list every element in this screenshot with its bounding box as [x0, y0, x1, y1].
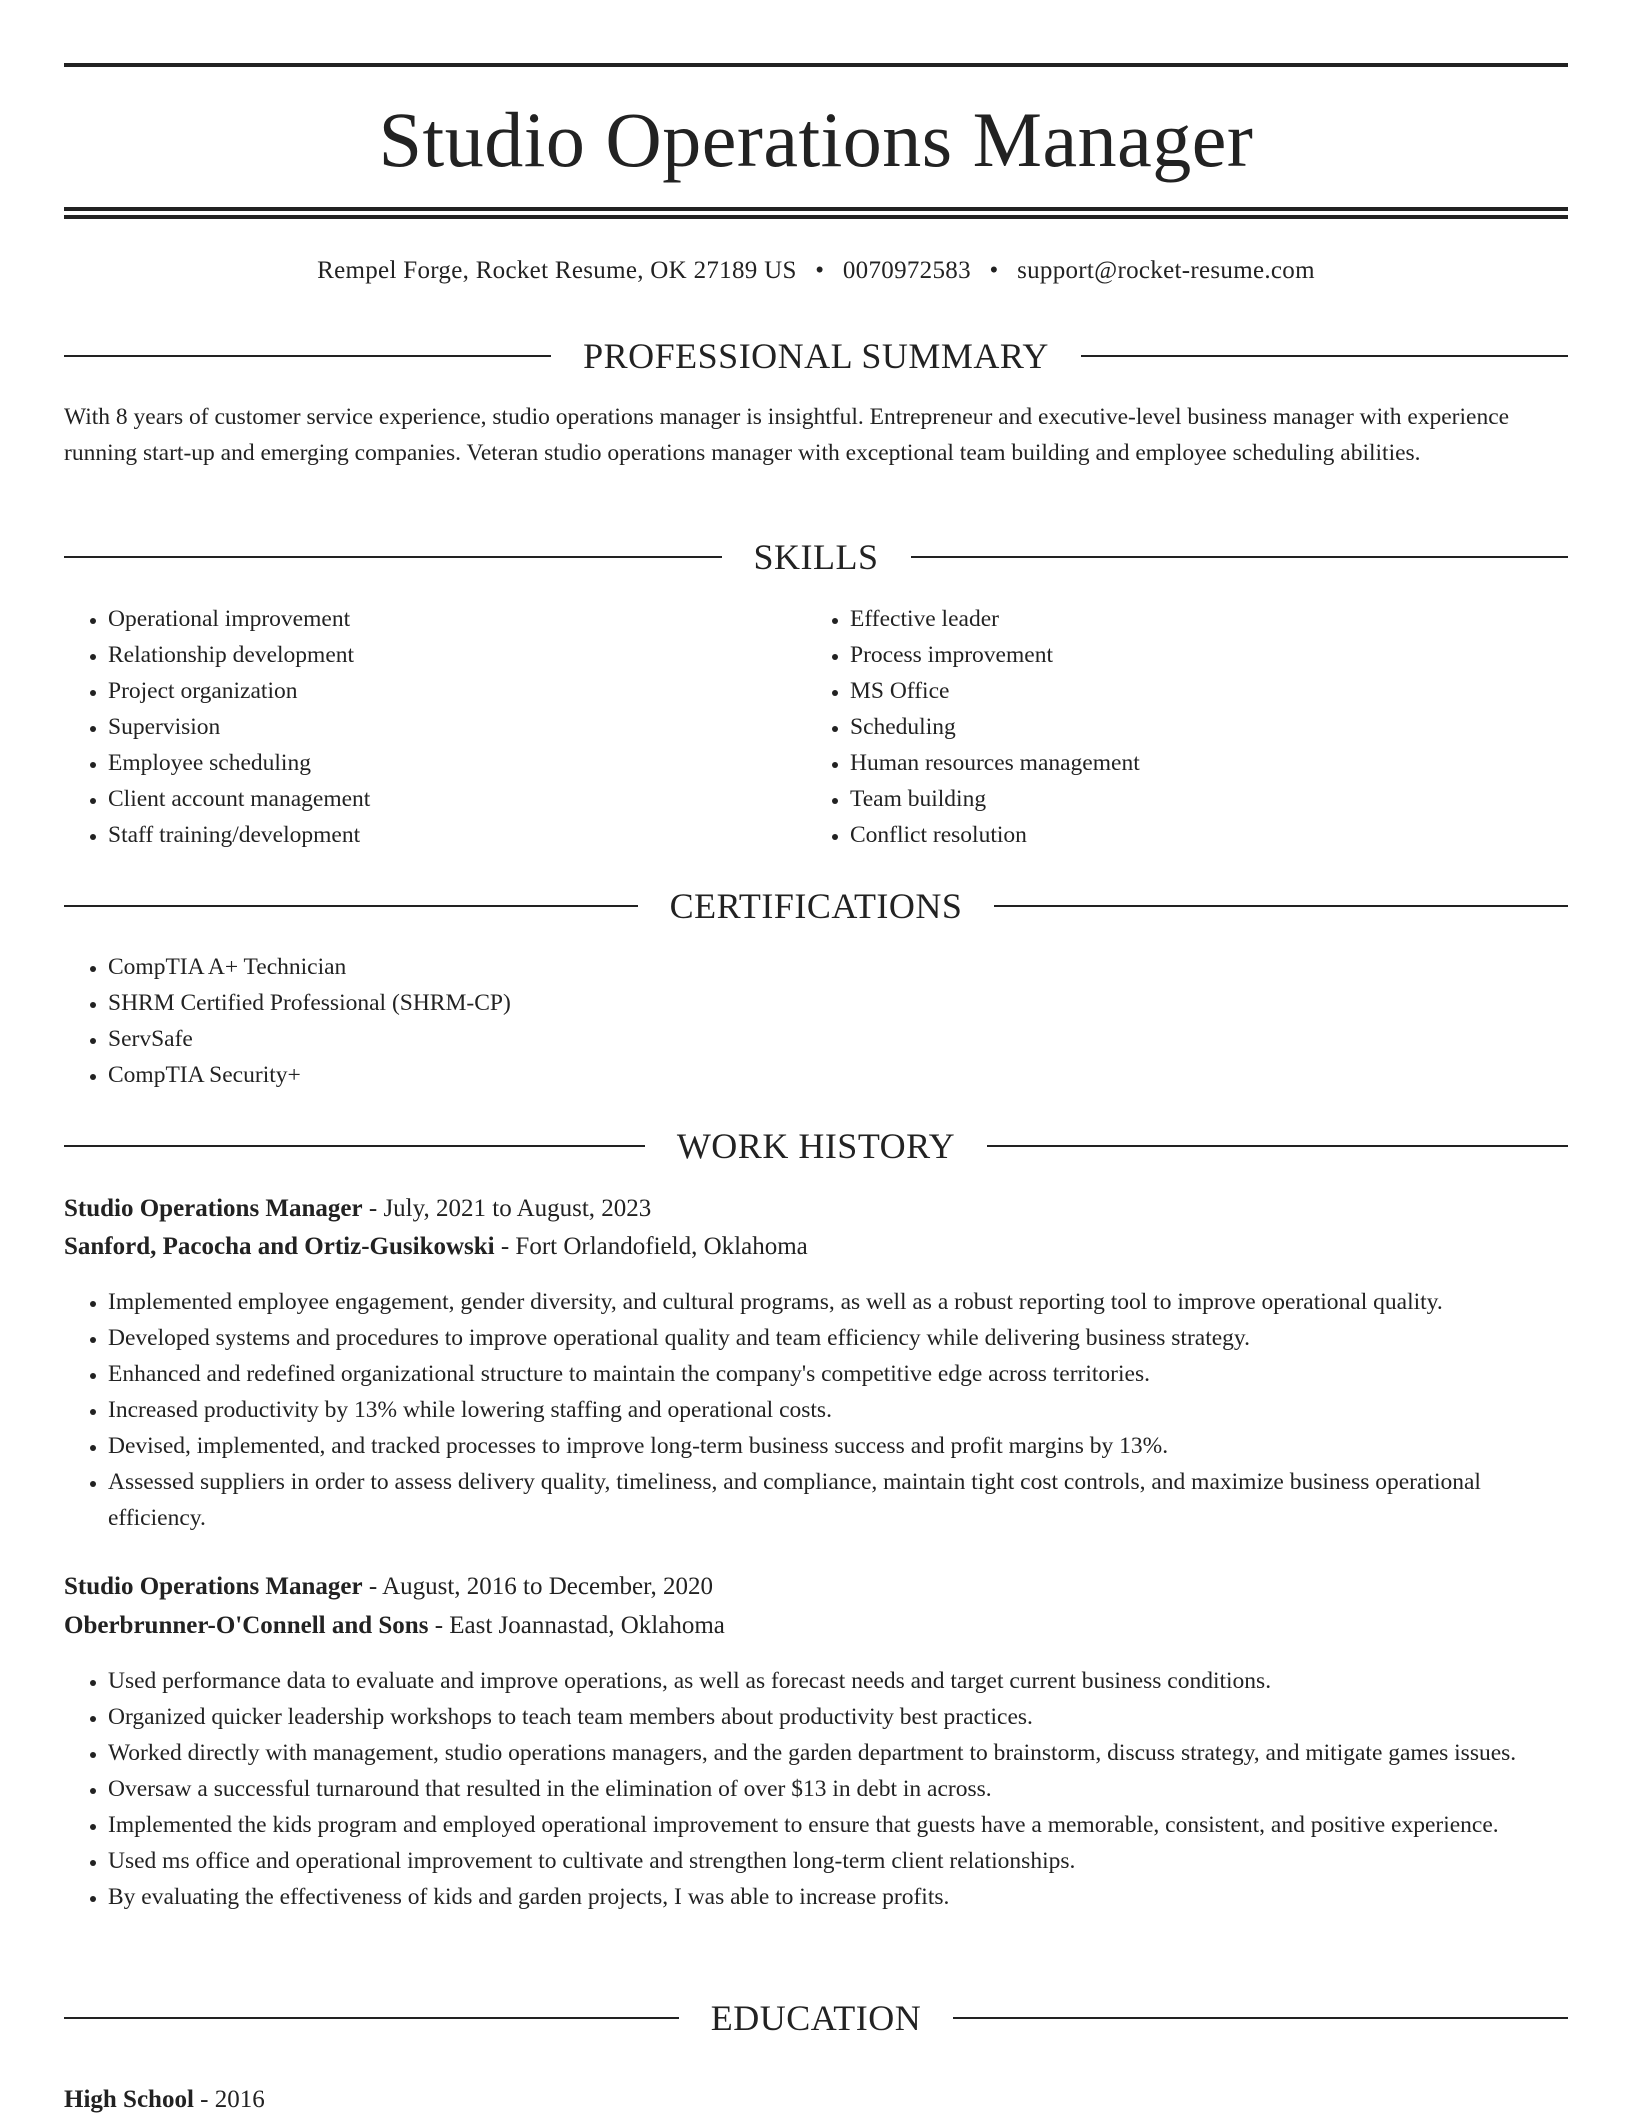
skill-item: • Team building	[850, 781, 1550, 817]
contact-email: support@rocket-resume.com	[1017, 257, 1315, 284]
job-bullet: • Enhanced and redefined organizational structure to maintain the company's competitive edge across territories.	[108, 1356, 1568, 1392]
summary-heading	[64, 334, 1568, 378]
skill-item: • Supervision	[108, 709, 808, 745]
divider-line	[64, 905, 638, 907]
skill-item: • Employee scheduling	[108, 745, 808, 781]
divider-line	[64, 1145, 645, 1147]
job-company-line	[64, 1229, 1568, 1265]
skills-list-right	[806, 601, 1550, 853]
job-title: Studio Operations Manager	[64, 1195, 363, 1222]
job-company-line	[64, 1608, 1568, 1644]
title-rule-lower	[64, 215, 1568, 219]
skill-item: • Relationship development	[108, 637, 808, 673]
job-location: - Fort Orlandofield, Oklahoma	[500, 1233, 808, 1260]
top-rule	[64, 63, 1568, 67]
skill-item: • Staff training/development	[108, 817, 808, 853]
skill-item: • Client account management	[108, 781, 808, 817]
job-title: Studio Operations Manager	[64, 1573, 363, 1600]
job-dates: - August, 2016 to December, 2020	[368, 1573, 713, 1600]
job-bullet: • Implemented the kids program and employed operational improvement to ensure that guests have a memorable, consistent, and positive experience.	[108, 1807, 1568, 1843]
job-bullet: • Increased productivity by 13% while lowering staffing and operational costs.	[108, 1392, 1568, 1428]
contact-separator: •	[989, 257, 999, 284]
job-company: Sanford, Pacocha and Ortiz-Gusikowski	[64, 1233, 495, 1260]
job-bullet: • Assessed suppliers in order to assess delivery quality, timeliness, and compliance, maintain tight cost controls, and maximize business operational efficiency.	[108, 1464, 1568, 1536]
divider-line	[64, 355, 551, 357]
contact-line	[64, 253, 1568, 289]
job-location: - East Joannastad, Oklahoma	[434, 1612, 725, 1639]
section-title: SKILLS	[753, 537, 879, 577]
job-bullet: • Used performance data to evaluate and improve operations, as well as forecast needs and target current business conditions.	[108, 1663, 1568, 1699]
skill-item: • Human resources management	[850, 745, 1550, 781]
job-bullet: • Oversaw a successful turnaround that resulted in the elimination of over $13 in debt in across.	[108, 1771, 1568, 1807]
divider-line	[64, 2017, 679, 2019]
job-bullet: • Used ms office and operational improvement to cultivate and strengthen long-term client relationships.	[108, 1843, 1568, 1879]
work-history-heading	[64, 1124, 1568, 1168]
page-title: Studio Operations Manager	[378, 96, 1254, 183]
education-degree: High School	[64, 2086, 194, 2113]
section-title: CERTIFICATIONS	[669, 886, 963, 926]
certifications-list	[64, 949, 1568, 1093]
job-company: Oberbrunner-O'Connell and Sons	[64, 1612, 429, 1639]
skill-item: • Scheduling	[850, 709, 1550, 745]
job-title-line	[64, 1191, 1568, 1227]
skill-item: • Process improvement	[850, 637, 1550, 673]
skill-item: • Conflict resolution	[850, 817, 1550, 853]
divider-line	[911, 556, 1569, 558]
contact-phone: 0070972583	[842, 257, 971, 284]
contact-address: Rempel Forge, Rocket Resume, OK 27189 US	[317, 257, 797, 284]
certification-item: • SHRM Certified Professional (SHRM-CP)	[108, 985, 1568, 1021]
job-bullet: • Organized quicker leadership workshops to teach team members about productivity best practices.	[108, 1699, 1568, 1735]
certifications-heading	[64, 884, 1568, 928]
job-bullets	[64, 1663, 1568, 1915]
job-bullet: • Worked directly with management, studio operations managers, and the garden department to brainstorm, discuss strategy, and mitigate games issues.	[108, 1735, 1568, 1771]
divider-line	[987, 1145, 1568, 1147]
skills-list-left	[64, 601, 808, 853]
job-dates: - July, 2021 to August, 2023	[368, 1195, 652, 1222]
certification-item: • CompTIA Security+	[108, 1057, 1568, 1093]
education-heading	[64, 1996, 1568, 2040]
skill-item: • Effective leader	[850, 601, 1550, 637]
education-entry	[64, 2082, 1568, 2118]
skill-item: • MS Office	[850, 673, 1550, 709]
section-title: PROFESSIONAL SUMMARY	[583, 336, 1049, 376]
job-title-line	[64, 1569, 1568, 1605]
skill-item: • Project organization	[108, 673, 808, 709]
job-bullets	[64, 1284, 1568, 1536]
job-bullet: • By evaluating the effectiveness of kids and garden projects, I was able to increase profits.	[108, 1879, 1568, 1915]
section-title: EDUCATION	[710, 1998, 922, 2038]
divider-line	[64, 556, 722, 558]
certification-item: • ServSafe	[108, 1021, 1568, 1057]
job-bullet: • Implemented employee engagement, gender diversity, and cultural programs, as well as a robust reporting tool to improve operational quality.	[108, 1284, 1568, 1320]
job-bullet: • Developed systems and procedures to improve operational quality and team efficiency while delivering business strategy.	[108, 1320, 1568, 1356]
contact-separator: •	[815, 257, 825, 284]
divider-line	[1081, 355, 1568, 357]
summary-text: With 8 years of customer service experience, studio operations manager is insightful. Entrepreneur and executive-level business manager with experience running start-up and emerging companies. Veteran studio operations manager with exceptional team building and employee scheduling abilities.	[64, 404, 1510, 466]
divider-line	[994, 905, 1568, 907]
skill-item: • Operational improvement	[108, 601, 808, 637]
section-title: WORK HISTORY	[676, 1126, 956, 1166]
skills-heading	[64, 535, 1568, 579]
divider-line	[953, 2017, 1568, 2019]
job-bullet: • Devised, implemented, and tracked processes to improve long-term business success and profit margins by 13%.	[108, 1428, 1568, 1464]
certification-item: • CompTIA A+ Technician	[108, 949, 1568, 985]
education-year: - 2016	[200, 2086, 265, 2113]
title-rule-upper	[64, 207, 1568, 211]
